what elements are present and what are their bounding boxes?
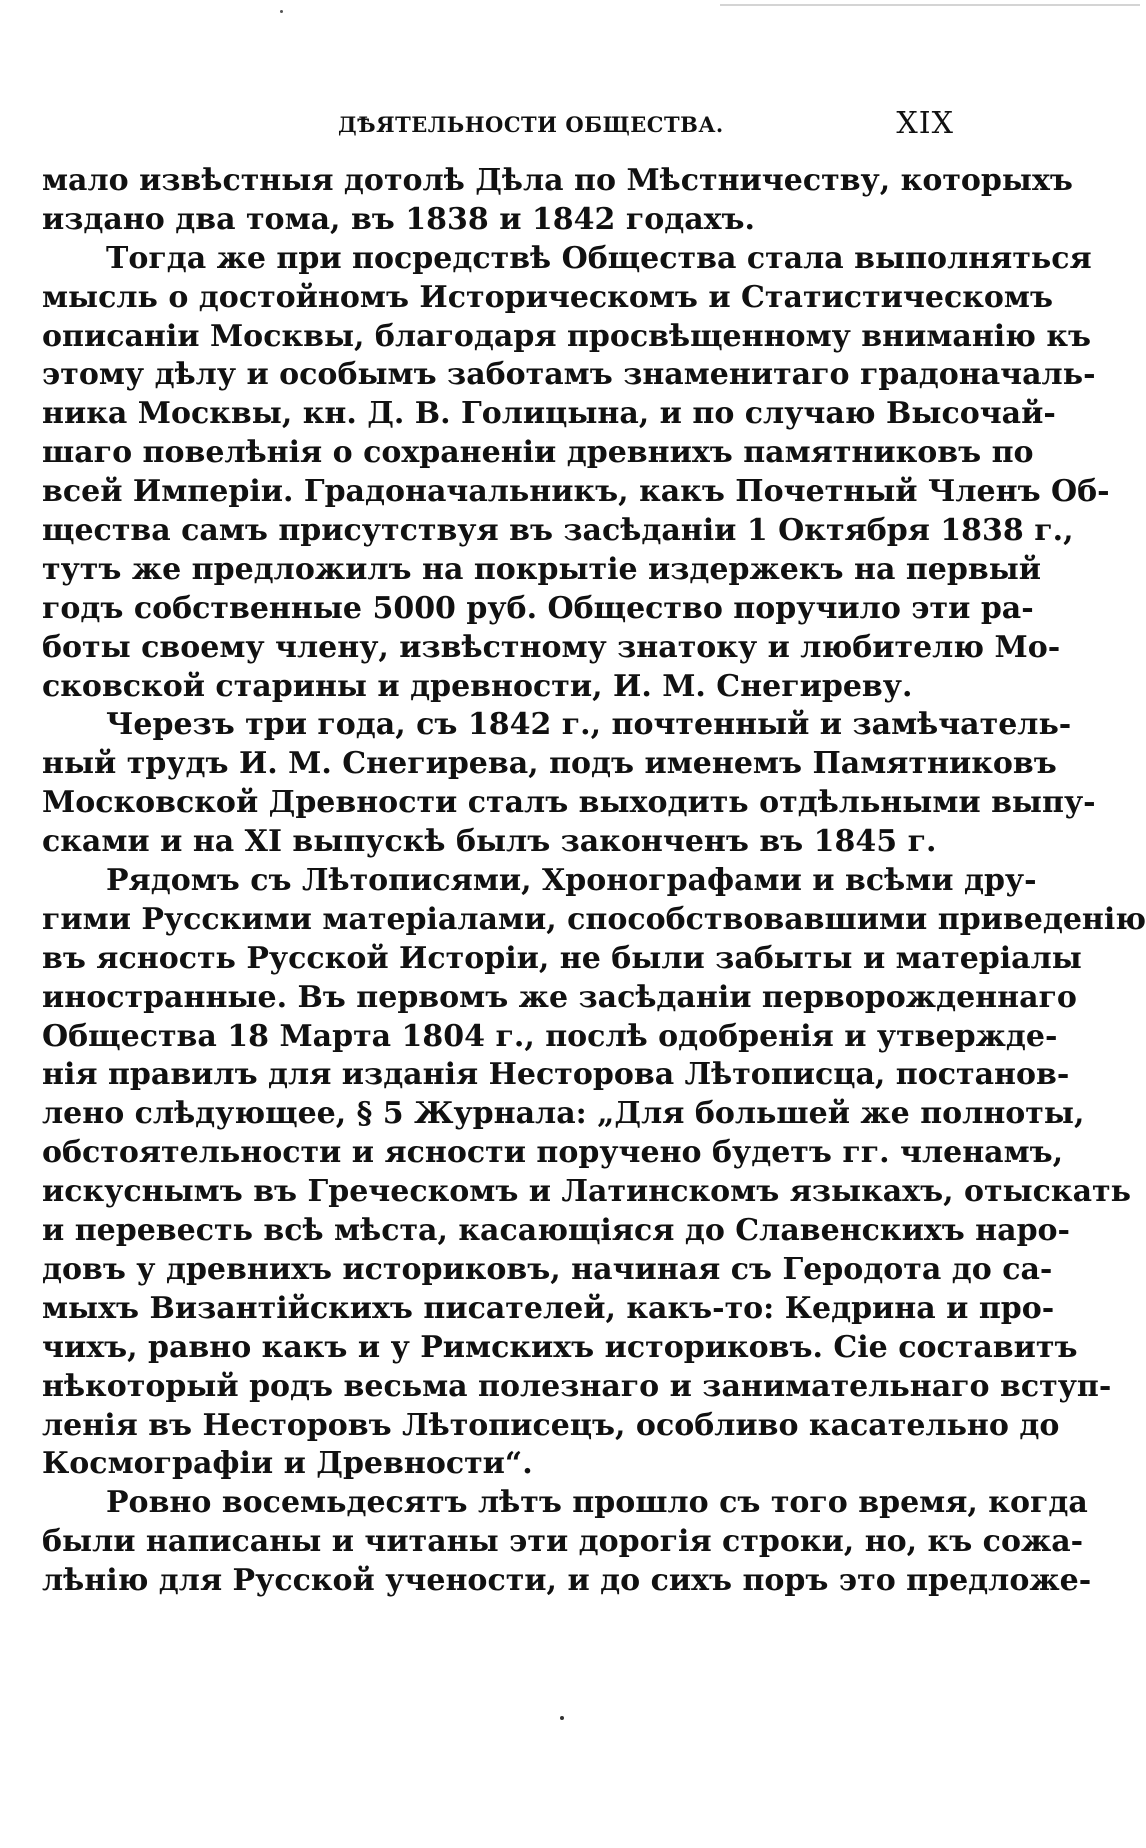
text-line: сками и на XI выпускѣ былъ законченъ въ 1845 г. (42, 824, 937, 860)
text-line: издано два тома, въ 1838 и 1842 годахъ. (42, 201, 755, 237)
text-line: ный трудъ И. М. Снегирева, подъ именемъ Памятниковъ (42, 746, 1057, 782)
text-line: были написаны и читаны эти дорогія строки, но, къ сожа- (42, 1524, 1084, 1560)
text-line: искуснымъ въ Греческомъ и Латинскомъ языкахъ, отыскать (42, 1174, 1131, 1210)
text-line: шаго повелѣнія о сохраненіи древнихъ памятниковъ по (42, 435, 1034, 471)
text-line: тутъ же предложилъ на покрытіе издержекъ на первый (42, 551, 1042, 587)
text-line: мысль о достойномъ Историческомъ и Статистическомъ (42, 279, 1053, 315)
text-line: мыхъ Византійскихъ писателей, какъ-то: Кедрина и про- (42, 1290, 1055, 1326)
scan-speck (280, 10, 283, 13)
page-header (42, 106, 954, 146)
text-line: иностранные. Въ первомъ же засѣданіи перворожденнаго (42, 979, 1077, 1015)
page-number: XIX (896, 106, 954, 141)
text-line: довъ у древнихъ историковъ, начиная съ Геродота до са- (42, 1251, 1053, 1287)
text-line: этому дѣлу и особымъ заботамъ знаменитаго градоначаль- (42, 357, 1096, 393)
body-text (42, 162, 1146, 1601)
text-line: обстоятельности и ясности поручено будетъ гг. членамъ, (42, 1135, 1064, 1171)
scan-speck (560, 1716, 564, 1720)
text-line: всей Имперіи. Градоначальникъ, какъ Почетный Членъ Об- (42, 474, 1110, 510)
text-line: Общества 18 Марта 1804 г., послѣ одобренія и утвержде- (42, 1018, 1058, 1054)
text-line: нѣкоторый родъ весьма полезнаго и занимательнаго вступ- (42, 1368, 1112, 1404)
text-line: щества самъ присутствуя въ засѣданіи 1 Октября 1838 г., (42, 513, 1074, 549)
text-line: Московской Древности сталъ выходить отдѣльными выпу- (42, 785, 1096, 821)
text-line: лено слѣдующее, § 5 Журнала: „Для большей же полноты, (42, 1096, 1085, 1132)
scan-edge-rule (720, 4, 1140, 6)
text-line: нія правилъ для изданія Несторова Лѣтописца, постанов- (42, 1057, 1070, 1093)
text-line: мало извѣстныя дотолѣ Дѣла по Мѣстничеству, которыхъ (42, 163, 1073, 198)
text-line: ника Москвы, кн. Д. В. Голицына, и по случаю Высочай- (42, 396, 1056, 432)
text-line: чихъ, равно какъ и у Римскихъ историковъ. Сіе составитъ (42, 1329, 1078, 1365)
text-line: Тогда же при посредствѣ Общества стала выполняться (106, 240, 1092, 276)
text-line: Ровно восемьдесятъ лѣтъ прошло съ того время, когда (106, 1485, 1088, 1521)
text-line: Космографіи и Древности“. (42, 1446, 533, 1482)
text-line: Рядомъ съ Лѣтописями, Хронографами и всѣми дру- (106, 863, 1037, 899)
text-line: и перевесть всѣ мѣста, касающіяся до Славенскихъ наро- (42, 1213, 1071, 1249)
text-line: сковской старины и древности, И. М. Снегиреву. (42, 668, 913, 704)
text-line: Черезъ три года, съ 1842 г., почтенный и замѣчатель- (106, 707, 1072, 743)
text-line: въ ясность Русской Исторіи, не были забыты и матеріалы (42, 940, 1082, 976)
text-line: лѣнію для Русской учености, и до сихъ поръ это предложе- (42, 1563, 1092, 1599)
text-line: боты своему члену, извѣстному знатоку и любителю Мо- (42, 629, 1061, 665)
running-head: ДѢЯТЕЛЬНОСТИ ОБЩЕСТВА. (338, 112, 724, 137)
text-line: описаніи Москвы, благодаря просвѣщенному вниманію къ (42, 318, 1092, 354)
text-line: годъ собственные 5000 руб. Общество поручило эти ра- (42, 590, 1034, 626)
text-line: гими Русскими матеріалами, способствовавшими приведенію (42, 901, 1146, 937)
text-line: ленія въ Несторовъ Лѣтописецъ, особливо касательно до (42, 1407, 1060, 1443)
